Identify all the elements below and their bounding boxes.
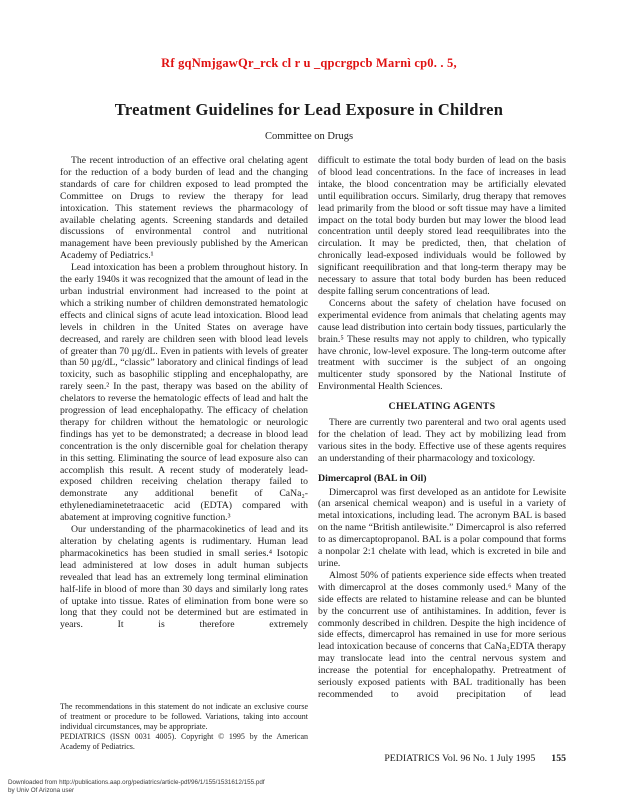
footnote-recommendations: The recommendations in this statement do not indicate an exclusive course of treatment or procedure to be followed. Variations, taking into account individual circumstances, may be appropriate. bbox=[60, 702, 308, 731]
retired-statement-stamp: Rf gqNmjgawQr_rck cl r u _qpcrgpcb Marnì cp0. . 5, bbox=[161, 56, 457, 70]
download-note bbox=[8, 779, 265, 794]
section-heading-chelating-agents: CHELATING AGENTS bbox=[388, 401, 496, 413]
download-url-line: Downloaded from http://publications.aap.org/pediatrics/article-pdf/96/1/155/1531612/155.pdf bbox=[8, 779, 265, 786]
article-title: Treatment Guidelines for Lead Exposure in Children bbox=[114, 100, 504, 120]
journal-footer bbox=[318, 753, 566, 764]
author-footnote bbox=[60, 702, 308, 752]
paragraph: difficult to estimate the total body burden of lead on the basis of blood lead concentrations. In the face of increases in lead intake, the blood concentration may be artificially elevated until equilibration occurs. Similarly, drug therapy that removes lead primarily from the blood or soft tissue may have a limited impact on the total body burden but may lower the blood lead concentration until deeply stored lead reequilibrates into the circulation. It may be predicted, then, that chelation of chronically lead-exposed individuals would be followed by significant reequilibration and that long-term therapy may be necessary to assure that total body burden has been reduced despite falling serum concentrations of lead. bbox=[318, 155, 566, 297]
page-number: 155 bbox=[551, 753, 566, 764]
paragraph: Lead intoxication has been a problem throughout history. In the early 1940s it was recognized that the amount of lead in the urban industrial environment had increased to the point at which a striking number of children demonstrated hematologic effects and clinical signs of acute lead intoxication. Blood lead levels in children in the United States on average have decreased, and rarely are children seen with blood lead levels of greater than 70 µg/dL. Even in patients with levels of greater than 50 µg/dL, “classic” laboratory and clinical findings of lead toxicity, such as basophilic stippling and encephalopathy, are rarely seen.² In the past, therapy was based on the ability of chelators to reverse the hematologic effects of lead and halt the progression of lead encephalopathy. The efficacy of chelation therapy for children without the hematologic or neurologic findings has yet to be demonstrated; a decrease in blood lead concentration is the only discernible goal for chelation therapy in this setting. Eliminating the source of lead exposure also can accomplish this result. A recent study of moderately lead-exposed children receiving chelation therapy failed to demonstrate any additional benefit of CaNa₂-ethylenediaminetetraacetic acid (EDTA) compared with abatement at improving cognitive function.³ bbox=[60, 262, 308, 524]
right-column bbox=[318, 155, 566, 701]
paragraph: There are currently two parenteral and two oral agents used for the chelation of lead. They act by mobilizing lead from various sites in the body. Effective use of these agents requires an understanding of their pharmacology and toxicology. bbox=[318, 417, 566, 464]
paragraph: Almost 50% of patients experience side effects when treated with dimercaprol at the doses commonly used.⁶ Many of the side effects are related to histamine release and can be blunted by the concurrent use of antihistamines. In addition, fever is commonly described in children. Despite the high incidence of side effects, dimercaprol has remained in use for more serious lead intoxication because of concerns that CaNa₂EDTA therapy may translocate lead into the central nervous system and increase the potential for encephalopathy. Pretreatment of seriously exposed patients with BAL traditionally has been recommended to avoid precipitation of lead bbox=[318, 569, 566, 700]
paragraph: The recent introduction of an effective oral chelating agent for the reduction of a body burden of lead and the changing standards of care for children exposed to lead prompted the Committee on Drugs to review the therapy for lead intoxication. This statement reviews the pharmacology of available chelating agents. Screening standards and detailed discussions of environmental control and nutritional management have been previously published by the American Academy of Pediatrics.¹ bbox=[60, 155, 308, 262]
paragraph: Dimercaprol was first developed as an antidote for Lewisite (an arsenical chemical weapon) and is useful in a variety of metal intoxications, including lead. The acronym BAL is based on the name “British antilewisite.” Dimercaprol is also referred to as dimercaptopropanol. BAL is a polar compound that forms a nonpolar 2:1 chelate with lead, which is excreted in bile and urine. bbox=[318, 486, 566, 569]
subheading-dimercaprol: Dimercaprol (BAL in Oil) bbox=[318, 472, 427, 484]
footnote-copyright: PEDIATRICS (ISSN 0031 4005). Copyright © 1995 by the American Academy of Pediatrics. bbox=[60, 731, 308, 751]
article-byline: Committee on Drugs bbox=[264, 131, 354, 142]
paragraph: Our understanding of the pharmacokinetics of lead and its alteration by chelating agents is rudimentary. Human lead pharmacokinetics has been studied in small series.⁴ Isotopic lead administered at low doses in adult human subjects revealed that lead has an extremely long terminal elimination half-life in blood of more than 30 days and similarly long rates of uptake into tissue. Rates of elimination from bone were so long that they could not be determined but are estimated in years. It is therefore extremely bbox=[60, 524, 308, 631]
journal-volume-line: PEDIATRICS Vol. 96 No. 1 July 1995 bbox=[384, 753, 536, 764]
left-column bbox=[60, 155, 308, 631]
paragraph: Concerns about the safety of chelation have focused on experimental evidence from animals that chelating agents may cause lead distribution into certain body tissues, particularly the brain.⁵ These results may not apply to children, who typically have chronic, low-level exposure. The long-term outcome after treatment with succimer is the subject of an ongoing multicenter study sponsored by the National Institute of Environmental Health Sciences. bbox=[318, 297, 566, 393]
download-user-line: by Univ Of Arizona user bbox=[8, 786, 75, 794]
